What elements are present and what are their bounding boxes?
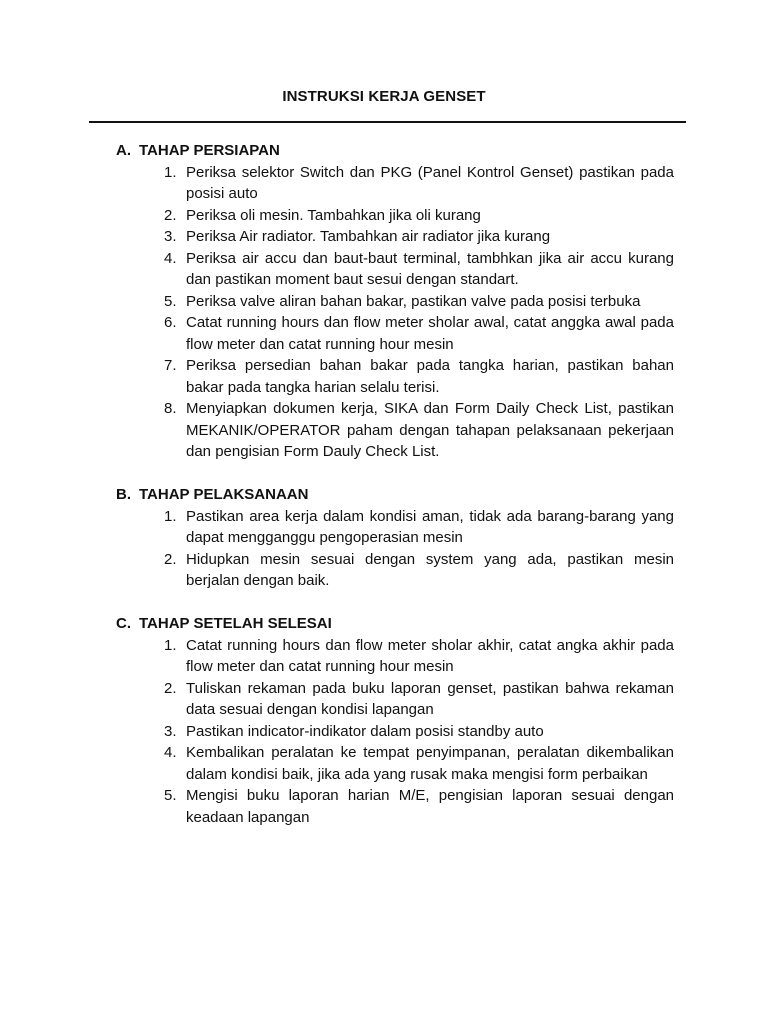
title-divider [89, 121, 686, 123]
step-number: 3. [164, 228, 177, 245]
step-number: 5. [164, 292, 177, 310]
list-item [116, 162, 674, 205]
section-letter: C. [116, 615, 131, 632]
section-persiapan [116, 140, 674, 463]
section-pelaksanaan [116, 484, 674, 592]
step-number: 1. [164, 507, 177, 525]
step-text: Pastikan indicator-indikator dalam posisi standby auto [186, 722, 544, 740]
step-text: Mengisi buku laporan harian M/E, pengisian laporan sesuai dengan keadaan lapangan [186, 787, 674, 826]
list-item [116, 742, 674, 785]
step-text: Catat running hours dan flow meter sholar awal, catat anggka awal pada flow meter dan catat running hour mesin [186, 314, 674, 353]
step-number: 1. [164, 636, 177, 654]
section-heading [116, 140, 674, 162]
list-item [116, 248, 674, 291]
section-heading [116, 484, 674, 506]
step-number: 2. [164, 550, 177, 568]
section-title: TAHAP PERSIAPAN [139, 142, 280, 159]
step-text: Periksa valve aliran bahan bakar, pastikan valve pada posisi terbuka [186, 292, 641, 310]
step-text: Pastikan area kerja dalam kondisi aman, tidak ada barang-barang yang dapat mengganggu pengoperasian mesin [186, 507, 674, 546]
list-item [116, 226, 674, 248]
section-letter: A. [116, 142, 131, 159]
step-text: Catat running hours dan flow meter sholar akhir, catat angka akhir pada flow meter dan catat running hour mesin [186, 636, 674, 675]
step-list [116, 635, 674, 829]
list-item [116, 398, 674, 463]
list-item [116, 355, 674, 398]
step-number: 2. [164, 679, 177, 697]
list-item [116, 549, 674, 592]
step-number: 7. [164, 357, 177, 374]
step-text: Menyiapkan dokumen kerja, SIKA dan Form Daily Check List, pastikan MEKANIK/OPERATOR paham dengan tahapan pelaksanaan pekerjaan dan pengisian Form Dauly Check List. [186, 400, 674, 460]
step-number: 2. [164, 206, 177, 224]
step-number: 6. [164, 314, 177, 331]
step-number: 3. [164, 722, 177, 740]
step-text: Periksa persedian bahan bakar pada tangka harian, pastikan bahan bakar pada tangka harian selalu terisi. [186, 357, 674, 396]
step-text: Tuliskan rekaman pada buku laporan genset, pastikan bahwa rekaman data sesuai dengan kondisi lapangan [186, 679, 674, 718]
step-number: 5. [164, 787, 177, 804]
step-text: Kembalikan peralatan ke tempat penyimpanan, peralatan dikembalikan dalam kondisi baik, jika ada yang rusak maka mengisi form perbaikan [186, 744, 674, 783]
step-text: Periksa Air radiator. Tambahkan air radiator jika kurang [186, 228, 551, 245]
list-item [116, 506, 674, 549]
list-item [116, 312, 674, 355]
step-list [116, 162, 674, 463]
step-text: Hidupkan mesin sesuai dengan system yang ada, pastikan mesin berjalan dengan baik. [186, 550, 674, 589]
step-number: 8. [164, 400, 177, 417]
section-letter: B. [116, 486, 131, 503]
section-title: TAHAP SETELAH SELESAI [139, 615, 332, 632]
step-text: Periksa oli mesin. Tambahkan jika oli kurang [186, 206, 481, 224]
section-heading [116, 613, 674, 635]
document-title: INSTRUKSI KERJA GENSET [282, 88, 486, 105]
document-body [116, 140, 674, 850]
list-item [116, 678, 674, 721]
section-setelah-selesai [116, 613, 674, 828]
step-text: Periksa air accu dan baut-baut terminal, tambhkan jika air accu kurang dan pastikan moment baut sesui dengan standart. [186, 249, 674, 288]
step-list [116, 506, 674, 592]
list-item [116, 635, 674, 678]
list-item [116, 205, 674, 227]
step-number: 4. [164, 249, 177, 267]
step-number: 1. [164, 163, 177, 181]
step-text: Periksa selektor Switch dan PKG (Panel Kontrol Genset) pastikan pada posisi auto [186, 163, 674, 202]
step-number: 4. [164, 744, 177, 761]
list-item [116, 785, 674, 828]
list-item [116, 721, 674, 743]
list-item [116, 291, 674, 313]
section-title: TAHAP PELAKSANAAN [139, 486, 309, 503]
